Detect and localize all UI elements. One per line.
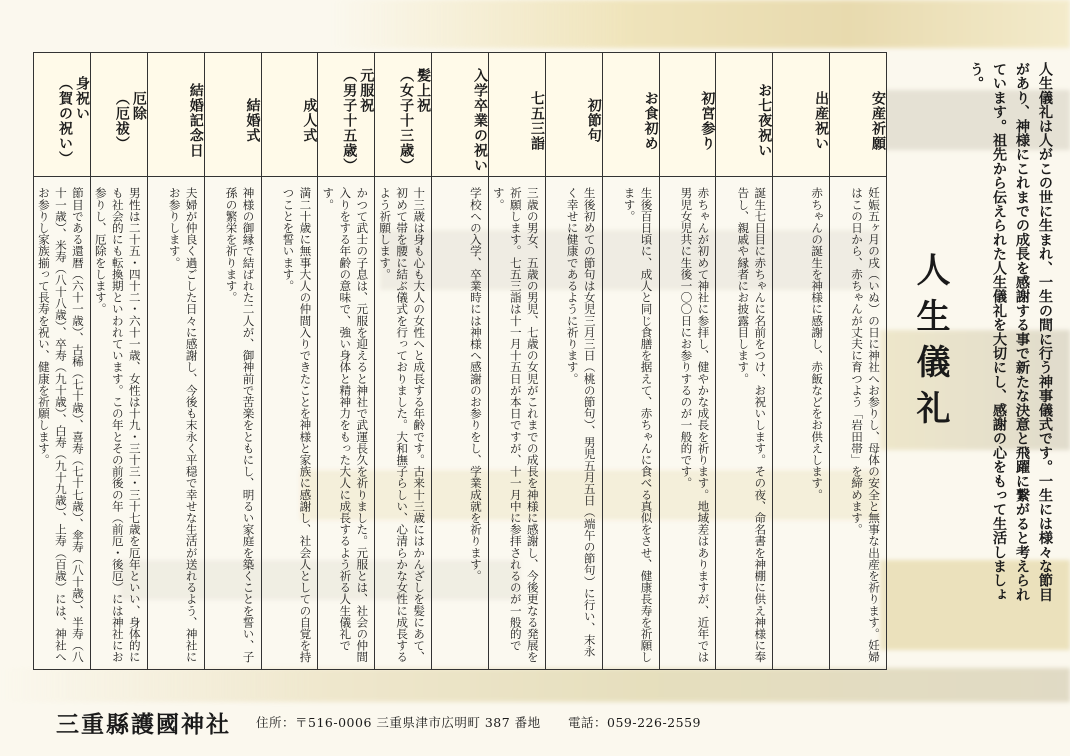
rite-name: 身祝い （賀の祝い） bbox=[34, 53, 90, 177]
rite-column bbox=[488, 53, 545, 669]
rite-name: 入学卒業の祝い bbox=[432, 53, 488, 177]
rite-description: 男性は二十五・四十二・六十一歳、女性は十九・三十三・三十七歳を厄年といい、身体的にも社会的にも転換期といわれています。この年とその前後の年（前厄・後厄）には神社にお参りし、厄除をします。 bbox=[93, 187, 142, 663]
rite-description: 学校への入学、卒業時には神様へ感謝のお参りをし、学業成就を祈ります。 bbox=[468, 187, 483, 582]
rite-column bbox=[545, 53, 602, 669]
address: 住所：〒516-0006 三重県津市広明町 387 番地 bbox=[256, 715, 541, 730]
rite-column bbox=[147, 53, 204, 669]
rite-name: 元服祝 （男子十五歳） bbox=[318, 53, 374, 177]
rite-column bbox=[829, 53, 886, 669]
rite-name: 結婚式 bbox=[205, 53, 261, 177]
rite-name: 結婚記念日 bbox=[148, 53, 204, 177]
rite-name: 安産祈願 bbox=[830, 53, 886, 177]
rite-description: 生後百日頃に、成人と同じ食膳を据えて、赤ちゃんに食べる真似をさせ、健康長寿を祈願します。 bbox=[622, 187, 654, 663]
rite-name: 初宮参り bbox=[660, 53, 716, 177]
rite-description: 赤ちゃんが初めて神社に参拝し、健やかな成長を祈ります。地域差はありますが、近年では男児女児共に生後一〇〇日にお参りするのが一般的です。 bbox=[679, 187, 711, 663]
rite-column bbox=[659, 53, 716, 669]
rite-name: 髪上祝 （女子十三歳） bbox=[375, 53, 431, 177]
rite-column bbox=[90, 53, 147, 669]
rite-description: 三歳の男女、五歳の男児、七歳の女児がこれまでの成長を神様に感謝し、今後更なる発展を祈願します。七五三詣は十一月十五日が本日ですが、十一月中に参拝されるのが一般的です。 bbox=[491, 187, 540, 663]
page-title: 人生儀礼 bbox=[910, 252, 950, 436]
rite-column bbox=[374, 53, 431, 669]
rite-name: 成人式 bbox=[262, 53, 318, 177]
rite-description: 十三歳は身も心も大人の女性へと成長する年齢です。古来十三歳にはかんざしを髪にあて、初めて帯を腰に結ぶ儀式を行っておりました。大和撫子らしい、心清らかな女性に成長するよう祈願します。 bbox=[378, 187, 427, 663]
rite-description: 満二十歳に無事大人の仲間入りできたことを神様と家族に感謝し、社会人としての自覚を持つことを誓います。 bbox=[281, 187, 313, 663]
footer bbox=[0, 702, 1070, 742]
rite-description: 赤ちゃんの誕生を神様に感謝し、赤飯などをお供えします。 bbox=[810, 187, 825, 501]
rite-column bbox=[204, 53, 261, 669]
rite-description: かつて武士の子息は、元服を迎えると神社で武運長久を祈りました。元服とは、社会の仲間入りをする年齢の意味で、強い身体と精神力をもった大人に成長するよう祈る人生儀礼です。 bbox=[321, 187, 370, 663]
rite-description: 生後初めての節句は女児三月三日（桃の節句）、男児五月五日（端午の節句）に行い、末永く幸せに健康であるように祈ります。 bbox=[565, 187, 597, 657]
rite-name: 七五三詣 bbox=[489, 53, 545, 177]
rite-name: お食初め bbox=[603, 53, 659, 177]
rite-description: 妊娠五ヶ月の戌（いぬ）の日に神社へお参りし、母体の安全と無事な出産を祈ります。妊婦はこの日から、赤ちゃんが丈夫に育つよう「岩田帯」を締めます。 bbox=[850, 187, 881, 663]
intro-text: 人生儀礼は人がこの世に生まれ、一生の間に行う神事儀式です。一生には様々な節目があり、神様にこれまでの成長を感謝する事で新たな決意と飛躍に繋がると考えられています。祖先から伝えられた人生儀礼を大切にし、感謝の心をもって生活しましょう。 bbox=[968, 62, 1053, 602]
rite-description: 節目である還暦（六十一歳）、古稀（七十歳）、喜寿（七十七歳）、傘寿（八十歳）、半寿（八十一歳）、米寿（八十八歳）、卒寿（九十歳）、白寿（九十九歳）、上寿（百歳）には、神社へお参りし家族揃って長寿を祝い、健康を祈願します。 bbox=[36, 187, 85, 663]
rite-column bbox=[317, 53, 374, 669]
intro-panel bbox=[885, 40, 1070, 600]
rite-column bbox=[715, 53, 772, 669]
rite-name: 出産祝い bbox=[773, 53, 829, 177]
rite-column bbox=[772, 53, 829, 669]
rite-column bbox=[261, 53, 318, 669]
rite-description: 夫婦が仲良く過ごした日々に感謝し、今後も末永く平穏で幸せな生活が送れるよう、神社にお参りします。 bbox=[167, 187, 199, 663]
rite-column bbox=[34, 53, 90, 669]
rites-table bbox=[33, 52, 887, 670]
rite-description: 神様の御縁で結ばれた二人が、御神前で苦楽をともにし、明るい家庭を築くことを誓い、子孫の繁栄を祈ります。 bbox=[224, 187, 256, 663]
rite-name: 初節句 bbox=[546, 53, 602, 177]
rite-name: 厄除 （厄祓） bbox=[91, 53, 147, 177]
shrine-name: 三重縣護國神社 bbox=[56, 710, 231, 738]
rite-description: 誕生七日目に赤ちゃんに名前をつけ、お祝いします。その夜、命名書を神棚に供え神様に奉告し、親戚や縁者にお披露目します。 bbox=[736, 187, 768, 663]
rite-column bbox=[431, 53, 488, 669]
rite-name: お七夜祝い bbox=[716, 53, 772, 177]
rite-column bbox=[602, 53, 659, 669]
phone-number: 電話：059-226-2559 bbox=[568, 715, 701, 730]
